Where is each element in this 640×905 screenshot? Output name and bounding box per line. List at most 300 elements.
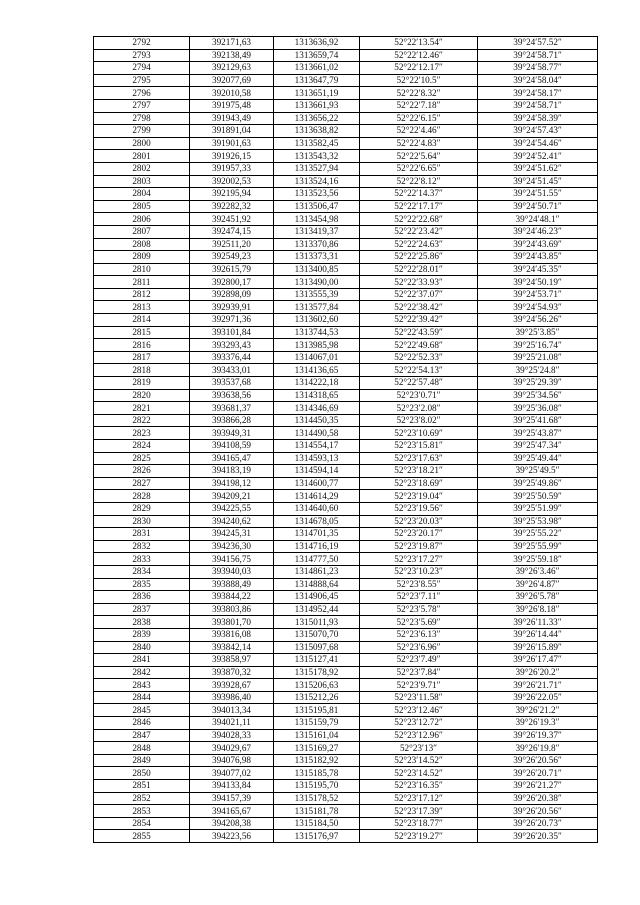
longitude-cell: 39°24′45.35″ xyxy=(478,263,598,276)
y-coordinate-cell: 1313454,98 xyxy=(274,213,360,226)
x-coordinate-cell: 393866,28 xyxy=(190,414,274,427)
latitude-cell: 52°22′57.48″ xyxy=(360,377,478,390)
x-coordinate-cell: 391901,63 xyxy=(190,137,274,150)
point-number-cell: 2818 xyxy=(94,364,190,377)
latitude-cell: 52°23′17.12″ xyxy=(360,792,478,805)
latitude-cell: 52°23′2.08″ xyxy=(360,402,478,415)
y-coordinate-cell: 1314593,13 xyxy=(274,452,360,465)
longitude-cell: 39°24′51.62″ xyxy=(478,162,598,175)
table-row xyxy=(94,502,598,515)
table-row xyxy=(94,389,598,402)
y-coordinate-cell: 1314906,45 xyxy=(274,591,360,604)
latitude-cell: 52°22′14.37″ xyxy=(360,188,478,201)
x-coordinate-cell: 392511,20 xyxy=(190,238,274,251)
latitude-cell: 52°23′7.49″ xyxy=(360,654,478,667)
x-coordinate-cell: 393888,49 xyxy=(190,578,274,591)
y-coordinate-cell: 1313419,37 xyxy=(274,225,360,238)
point-number-cell: 2817 xyxy=(94,351,190,364)
latitude-cell: 52°22′5.64″ xyxy=(360,150,478,163)
x-coordinate-cell: 394183,19 xyxy=(190,465,274,478)
point-number-cell: 2819 xyxy=(94,377,190,390)
x-coordinate-cell: 394225,55 xyxy=(190,502,274,515)
x-coordinate-cell: 393293,43 xyxy=(190,339,274,352)
y-coordinate-cell: 1315184,50 xyxy=(274,817,360,830)
latitude-cell: 52°22′28.01″ xyxy=(360,263,478,276)
longitude-cell: 39°26′19.3″ xyxy=(478,717,598,730)
latitude-cell: 52°22′6.15″ xyxy=(360,112,478,125)
latitude-cell: 52°22′8.32″ xyxy=(360,87,478,100)
point-number-cell: 2814 xyxy=(94,314,190,327)
y-coordinate-cell: 1314861,23 xyxy=(274,565,360,578)
y-coordinate-cell: 1313744,53 xyxy=(274,326,360,339)
longitude-cell: 39°26′11.33″ xyxy=(478,616,598,629)
x-coordinate-cell: 392282,32 xyxy=(190,200,274,213)
y-coordinate-cell: 1315195,81 xyxy=(274,704,360,717)
y-coordinate-cell: 1315011,93 xyxy=(274,616,360,629)
longitude-cell: 39°24′58.71″ xyxy=(478,99,598,112)
latitude-cell: 52°23′10.23″ xyxy=(360,565,478,578)
y-coordinate-cell: 1313506,47 xyxy=(274,200,360,213)
x-coordinate-cell: 394223,56 xyxy=(190,830,274,843)
latitude-cell: 52°22′43.59″ xyxy=(360,326,478,339)
table-row xyxy=(94,314,598,327)
x-coordinate-cell: 391957,33 xyxy=(190,162,274,175)
table-row xyxy=(94,540,598,553)
point-number-cell: 2800 xyxy=(94,137,190,150)
table-row xyxy=(94,691,598,704)
longitude-cell: 39°25′53.98″ xyxy=(478,515,598,528)
point-number-cell: 2846 xyxy=(94,717,190,730)
latitude-cell: 52°22′4.83″ xyxy=(360,137,478,150)
latitude-cell: 52°22′10.5″ xyxy=(360,74,478,87)
point-number-cell: 2811 xyxy=(94,276,190,289)
latitude-cell: 52°22′37.07″ xyxy=(360,288,478,301)
y-coordinate-cell: 1313651,19 xyxy=(274,87,360,100)
latitude-cell: 52°22′23.42″ xyxy=(360,225,478,238)
latitude-cell: 52°23′17.39″ xyxy=(360,805,478,818)
latitude-cell: 52°23′14.52″ xyxy=(360,754,478,767)
point-number-cell: 2839 xyxy=(94,628,190,641)
longitude-cell: 39°24′56.26″ xyxy=(478,314,598,327)
point-number-cell: 2815 xyxy=(94,326,190,339)
x-coordinate-cell: 393844,22 xyxy=(190,591,274,604)
point-number-cell: 2796 xyxy=(94,87,190,100)
x-coordinate-cell: 393638,56 xyxy=(190,389,274,402)
x-coordinate-cell: 392971,36 xyxy=(190,314,274,327)
x-coordinate-cell: 394165,67 xyxy=(190,805,274,818)
point-number-cell: 2837 xyxy=(94,603,190,616)
longitude-cell: 39°24′58.17″ xyxy=(478,87,598,100)
table-row xyxy=(94,251,598,264)
point-number-cell: 2825 xyxy=(94,452,190,465)
latitude-cell: 52°23′16.35″ xyxy=(360,780,478,793)
longitude-cell: 39°25′36.08″ xyxy=(478,402,598,415)
longitude-cell: 39°26′20.38″ xyxy=(478,792,598,805)
longitude-cell: 39°24′54.93″ xyxy=(478,301,598,314)
y-coordinate-cell: 1313373,31 xyxy=(274,251,360,264)
point-number-cell: 2823 xyxy=(94,427,190,440)
x-coordinate-cell: 393801,70 xyxy=(190,616,274,629)
x-coordinate-cell: 394208,38 xyxy=(190,817,274,830)
x-coordinate-cell: 394013,34 xyxy=(190,704,274,717)
table-row xyxy=(94,465,598,478)
point-number-cell: 2853 xyxy=(94,805,190,818)
longitude-cell: 39°26′20.35″ xyxy=(478,830,598,843)
table-row xyxy=(94,364,598,377)
longitude-cell: 39°25′49.86″ xyxy=(478,477,598,490)
point-number-cell: 2834 xyxy=(94,565,190,578)
longitude-cell: 39°25′55.99″ xyxy=(478,540,598,553)
x-coordinate-cell: 393940,03 xyxy=(190,565,274,578)
x-coordinate-cell: 392800,17 xyxy=(190,276,274,289)
table-row xyxy=(94,729,598,742)
table-row xyxy=(94,213,598,226)
y-coordinate-cell: 1313659,74 xyxy=(274,49,360,62)
y-coordinate-cell: 1313490,00 xyxy=(274,276,360,289)
y-coordinate-cell: 1313543,32 xyxy=(274,150,360,163)
y-coordinate-cell: 1314222,18 xyxy=(274,377,360,390)
x-coordinate-cell: 394133,84 xyxy=(190,780,274,793)
y-coordinate-cell: 1314701,35 xyxy=(274,528,360,541)
x-coordinate-cell: 393842,14 xyxy=(190,641,274,654)
longitude-cell: 39°24′43.85″ xyxy=(478,251,598,264)
y-coordinate-cell: 1313523,56 xyxy=(274,188,360,201)
x-coordinate-cell: 392002,53 xyxy=(190,175,274,188)
y-coordinate-cell: 1313661,02 xyxy=(274,62,360,75)
y-coordinate-cell: 1315182,92 xyxy=(274,754,360,767)
table-row xyxy=(94,301,598,314)
longitude-cell: 39°24′57.52″ xyxy=(478,37,598,50)
y-coordinate-cell: 1313577,84 xyxy=(274,301,360,314)
y-coordinate-cell: 1313524,16 xyxy=(274,175,360,188)
point-number-cell: 2799 xyxy=(94,125,190,138)
longitude-cell: 39°24′51.55″ xyxy=(478,188,598,201)
x-coordinate-cell: 392474,15 xyxy=(190,225,274,238)
x-coordinate-cell: 394021,11 xyxy=(190,717,274,730)
y-coordinate-cell: 1315206,63 xyxy=(274,679,360,692)
latitude-cell: 52°23′6.96″ xyxy=(360,641,478,654)
latitude-cell: 52°22′25.86″ xyxy=(360,251,478,264)
longitude-cell: 39°24′58.71″ xyxy=(478,49,598,62)
y-coordinate-cell: 1314777,50 xyxy=(274,553,360,566)
y-coordinate-cell: 1313370,86 xyxy=(274,238,360,251)
x-coordinate-cell: 394156,75 xyxy=(190,553,274,566)
x-coordinate-cell: 393433,01 xyxy=(190,364,274,377)
table-row xyxy=(94,792,598,805)
latitude-cell: 52°23′0.71″ xyxy=(360,389,478,402)
point-number-cell: 2807 xyxy=(94,225,190,238)
table-row xyxy=(94,74,598,87)
longitude-cell: 39°26′20.56″ xyxy=(478,754,598,767)
longitude-cell: 39°26′8.18″ xyxy=(478,603,598,616)
y-coordinate-cell: 1314346,69 xyxy=(274,402,360,415)
longitude-cell: 39°24′58.39″ xyxy=(478,112,598,125)
x-coordinate-cell: 392077,69 xyxy=(190,74,274,87)
point-number-cell: 2833 xyxy=(94,553,190,566)
y-coordinate-cell: 1315181,78 xyxy=(274,805,360,818)
point-number-cell: 2845 xyxy=(94,704,190,717)
point-number-cell: 2792 xyxy=(94,37,190,50)
longitude-cell: 39°26′21.71″ xyxy=(478,679,598,692)
table-row xyxy=(94,377,598,390)
latitude-cell: 52°22′52.33″ xyxy=(360,351,478,364)
point-number-cell: 2831 xyxy=(94,528,190,541)
y-coordinate-cell: 1315127,41 xyxy=(274,654,360,667)
table-row xyxy=(94,402,598,415)
table-row xyxy=(94,704,598,717)
table-row xyxy=(94,112,598,125)
x-coordinate-cell: 393101,84 xyxy=(190,326,274,339)
x-coordinate-cell: 391926,15 xyxy=(190,150,274,163)
x-coordinate-cell: 392615,79 xyxy=(190,263,274,276)
y-coordinate-cell: 1315161,04 xyxy=(274,729,360,742)
coordinates-table xyxy=(93,36,598,843)
latitude-cell: 52°23′10.69″ xyxy=(360,427,478,440)
coordinates-table-body xyxy=(94,37,598,843)
latitude-cell: 52°23′11.58″ xyxy=(360,691,478,704)
y-coordinate-cell: 1315097,68 xyxy=(274,641,360,654)
x-coordinate-cell: 394240,62 xyxy=(190,515,274,528)
y-coordinate-cell: 1314888,64 xyxy=(274,578,360,591)
latitude-cell: 52°23′6.13″ xyxy=(360,628,478,641)
point-number-cell: 2826 xyxy=(94,465,190,478)
latitude-cell: 52°23′19.04″ xyxy=(360,490,478,503)
longitude-cell: 39°26′20.2″ xyxy=(478,666,598,679)
longitude-cell: 39°26′21.2″ xyxy=(478,704,598,717)
point-number-cell: 2810 xyxy=(94,263,190,276)
latitude-cell: 52°22′22.68″ xyxy=(360,213,478,226)
latitude-cell: 52°23′14.52″ xyxy=(360,767,478,780)
latitude-cell: 52°23′18.21″ xyxy=(360,465,478,478)
point-number-cell: 2809 xyxy=(94,251,190,264)
latitude-cell: 52°23′8.55″ xyxy=(360,578,478,591)
x-coordinate-cell: 393949,31 xyxy=(190,427,274,440)
longitude-cell: 39°24′50.71″ xyxy=(478,200,598,213)
table-row xyxy=(94,150,598,163)
point-number-cell: 2820 xyxy=(94,389,190,402)
y-coordinate-cell: 1315178,92 xyxy=(274,666,360,679)
y-coordinate-cell: 1313638,82 xyxy=(274,125,360,138)
longitude-cell: 39°24′54.46″ xyxy=(478,137,598,150)
y-coordinate-cell: 1314067,01 xyxy=(274,351,360,364)
latitude-cell: 52°23′7.11″ xyxy=(360,591,478,604)
latitude-cell: 52°22′54.13″ xyxy=(360,364,478,377)
latitude-cell: 52°23′9.71″ xyxy=(360,679,478,692)
y-coordinate-cell: 1315185,78 xyxy=(274,767,360,780)
longitude-cell: 39°25′49.5″ xyxy=(478,465,598,478)
point-number-cell: 2850 xyxy=(94,767,190,780)
x-coordinate-cell: 394165,47 xyxy=(190,452,274,465)
point-number-cell: 2805 xyxy=(94,200,190,213)
table-row xyxy=(94,591,598,604)
point-number-cell: 2854 xyxy=(94,817,190,830)
x-coordinate-cell: 391891,04 xyxy=(190,125,274,138)
point-number-cell: 2824 xyxy=(94,440,190,453)
x-coordinate-cell: 394209,21 xyxy=(190,490,274,503)
point-number-cell: 2836 xyxy=(94,591,190,604)
table-row xyxy=(94,515,598,528)
longitude-cell: 39°26′3.46″ xyxy=(478,565,598,578)
point-number-cell: 2852 xyxy=(94,792,190,805)
table-row xyxy=(94,326,598,339)
table-row xyxy=(94,628,598,641)
y-coordinate-cell: 1314716,19 xyxy=(274,540,360,553)
y-coordinate-cell: 1313656,22 xyxy=(274,112,360,125)
x-coordinate-cell: 392451,92 xyxy=(190,213,274,226)
table-row xyxy=(94,200,598,213)
x-coordinate-cell: 394029,67 xyxy=(190,742,274,755)
table-row xyxy=(94,62,598,75)
x-coordinate-cell: 393858,97 xyxy=(190,654,274,667)
longitude-cell: 39°25′21.08″ xyxy=(478,351,598,364)
point-number-cell: 2840 xyxy=(94,641,190,654)
x-coordinate-cell: 393816,08 xyxy=(190,628,274,641)
longitude-cell: 39°25′55.22″ xyxy=(478,528,598,541)
point-number-cell: 2795 xyxy=(94,74,190,87)
longitude-cell: 39°24′58.04″ xyxy=(478,74,598,87)
table-row xyxy=(94,162,598,175)
table-row xyxy=(94,742,598,755)
y-coordinate-cell: 1314554,17 xyxy=(274,440,360,453)
longitude-cell: 39°25′34.56″ xyxy=(478,389,598,402)
longitude-cell: 39°26′5.78″ xyxy=(478,591,598,604)
y-coordinate-cell: 1315212,26 xyxy=(274,691,360,704)
longitude-cell: 39°26′19.37″ xyxy=(478,729,598,742)
point-number-cell: 2832 xyxy=(94,540,190,553)
x-coordinate-cell: 392171,63 xyxy=(190,37,274,50)
latitude-cell: 52°22′39.42″ xyxy=(360,314,478,327)
longitude-cell: 39°25′3.85″ xyxy=(478,326,598,339)
table-row xyxy=(94,125,598,138)
longitude-cell: 39°25′59.18″ xyxy=(478,553,598,566)
latitude-cell: 52°23′17.63″ xyxy=(360,452,478,465)
longitude-cell: 39°25′16.74″ xyxy=(478,339,598,352)
table-row xyxy=(94,754,598,767)
table-row xyxy=(94,452,598,465)
y-coordinate-cell: 1313555,39 xyxy=(274,288,360,301)
point-number-cell: 2847 xyxy=(94,729,190,742)
x-coordinate-cell: 392010,58 xyxy=(190,87,274,100)
x-coordinate-cell: 392549,23 xyxy=(190,251,274,264)
latitude-cell: 52°23′13″ xyxy=(360,742,478,755)
point-number-cell: 2848 xyxy=(94,742,190,755)
table-row xyxy=(94,87,598,100)
table-row xyxy=(94,830,598,843)
point-number-cell: 2821 xyxy=(94,402,190,415)
y-coordinate-cell: 1313400,85 xyxy=(274,263,360,276)
longitude-cell: 39°24′53.71″ xyxy=(478,288,598,301)
table-row xyxy=(94,49,598,62)
point-number-cell: 2813 xyxy=(94,301,190,314)
y-coordinate-cell: 1313661,93 xyxy=(274,99,360,112)
point-number-cell: 2842 xyxy=(94,666,190,679)
latitude-cell: 52°22′4.46″ xyxy=(360,125,478,138)
longitude-cell: 39°24′50.19″ xyxy=(478,276,598,289)
latitude-cell: 52°22′12.46″ xyxy=(360,49,478,62)
longitude-cell: 39°26′20.71″ xyxy=(478,767,598,780)
table-row xyxy=(94,99,598,112)
table-row xyxy=(94,578,598,591)
x-coordinate-cell: 394028,33 xyxy=(190,729,274,742)
longitude-cell: 39°24′43.69″ xyxy=(478,238,598,251)
latitude-cell: 52°23′19.87″ xyxy=(360,540,478,553)
latitude-cell: 52°23′20.03″ xyxy=(360,515,478,528)
longitude-cell: 39°26′14.44″ xyxy=(478,628,598,641)
x-coordinate-cell: 394108,59 xyxy=(190,440,274,453)
point-number-cell: 2828 xyxy=(94,490,190,503)
longitude-cell: 39°26′19.8″ xyxy=(478,742,598,755)
latitude-cell: 52°23′7.84″ xyxy=(360,666,478,679)
y-coordinate-cell: 1314952,44 xyxy=(274,603,360,616)
y-coordinate-cell: 1314614,29 xyxy=(274,490,360,503)
table-row xyxy=(94,679,598,692)
table-row xyxy=(94,351,598,364)
longitude-cell: 39°26′20.56″ xyxy=(478,805,598,818)
table-row xyxy=(94,654,598,667)
y-coordinate-cell: 1314490,58 xyxy=(274,427,360,440)
longitude-cell: 39°24′57.43″ xyxy=(478,125,598,138)
point-number-cell: 2797 xyxy=(94,99,190,112)
table-row xyxy=(94,641,598,654)
longitude-cell: 39°25′24.8″ xyxy=(478,364,598,377)
point-number-cell: 2855 xyxy=(94,830,190,843)
x-coordinate-cell: 394077,02 xyxy=(190,767,274,780)
table-row xyxy=(94,817,598,830)
longitude-cell: 39°26′21.27″ xyxy=(478,780,598,793)
latitude-cell: 52°22′7.18″ xyxy=(360,99,478,112)
latitude-cell: 52°23′19.56″ xyxy=(360,502,478,515)
y-coordinate-cell: 1314450,35 xyxy=(274,414,360,427)
table-row xyxy=(94,603,598,616)
y-coordinate-cell: 1314318,65 xyxy=(274,389,360,402)
latitude-cell: 52°23′12.72″ xyxy=(360,717,478,730)
point-number-cell: 2841 xyxy=(94,654,190,667)
x-coordinate-cell: 393376,44 xyxy=(190,351,274,364)
y-coordinate-cell: 1315070,70 xyxy=(274,628,360,641)
table-row xyxy=(94,37,598,50)
longitude-cell: 39°26′22.05″ xyxy=(478,691,598,704)
x-coordinate-cell: 392138,49 xyxy=(190,49,274,62)
y-coordinate-cell: 1314678,05 xyxy=(274,515,360,528)
table-row xyxy=(94,616,598,629)
x-coordinate-cell: 392129,63 xyxy=(190,62,274,75)
table-row xyxy=(94,137,598,150)
y-coordinate-cell: 1313527,94 xyxy=(274,162,360,175)
x-coordinate-cell: 391975,48 xyxy=(190,99,274,112)
table-row xyxy=(94,238,598,251)
latitude-cell: 52°22′12.17″ xyxy=(360,62,478,75)
table-row xyxy=(94,414,598,427)
x-coordinate-cell: 393803,86 xyxy=(190,603,274,616)
table-row xyxy=(94,339,598,352)
table-row xyxy=(94,717,598,730)
longitude-cell: 39°26′4.87″ xyxy=(478,578,598,591)
longitude-cell: 39°24′52.41″ xyxy=(478,150,598,163)
x-coordinate-cell: 394157,39 xyxy=(190,792,274,805)
latitude-cell: 52°23′15.81″ xyxy=(360,440,478,453)
longitude-cell: 39°25′41.68″ xyxy=(478,414,598,427)
latitude-cell: 52°22′6.65″ xyxy=(360,162,478,175)
point-number-cell: 2803 xyxy=(94,175,190,188)
x-coordinate-cell: 393537,68 xyxy=(190,377,274,390)
point-number-cell: 2804 xyxy=(94,188,190,201)
latitude-cell: 52°22′33.93″ xyxy=(360,276,478,289)
point-number-cell: 2829 xyxy=(94,502,190,515)
latitude-cell: 52°22′17.17″ xyxy=(360,200,478,213)
table-row xyxy=(94,276,598,289)
table-row xyxy=(94,565,598,578)
latitude-cell: 52°23′19.27″ xyxy=(360,830,478,843)
